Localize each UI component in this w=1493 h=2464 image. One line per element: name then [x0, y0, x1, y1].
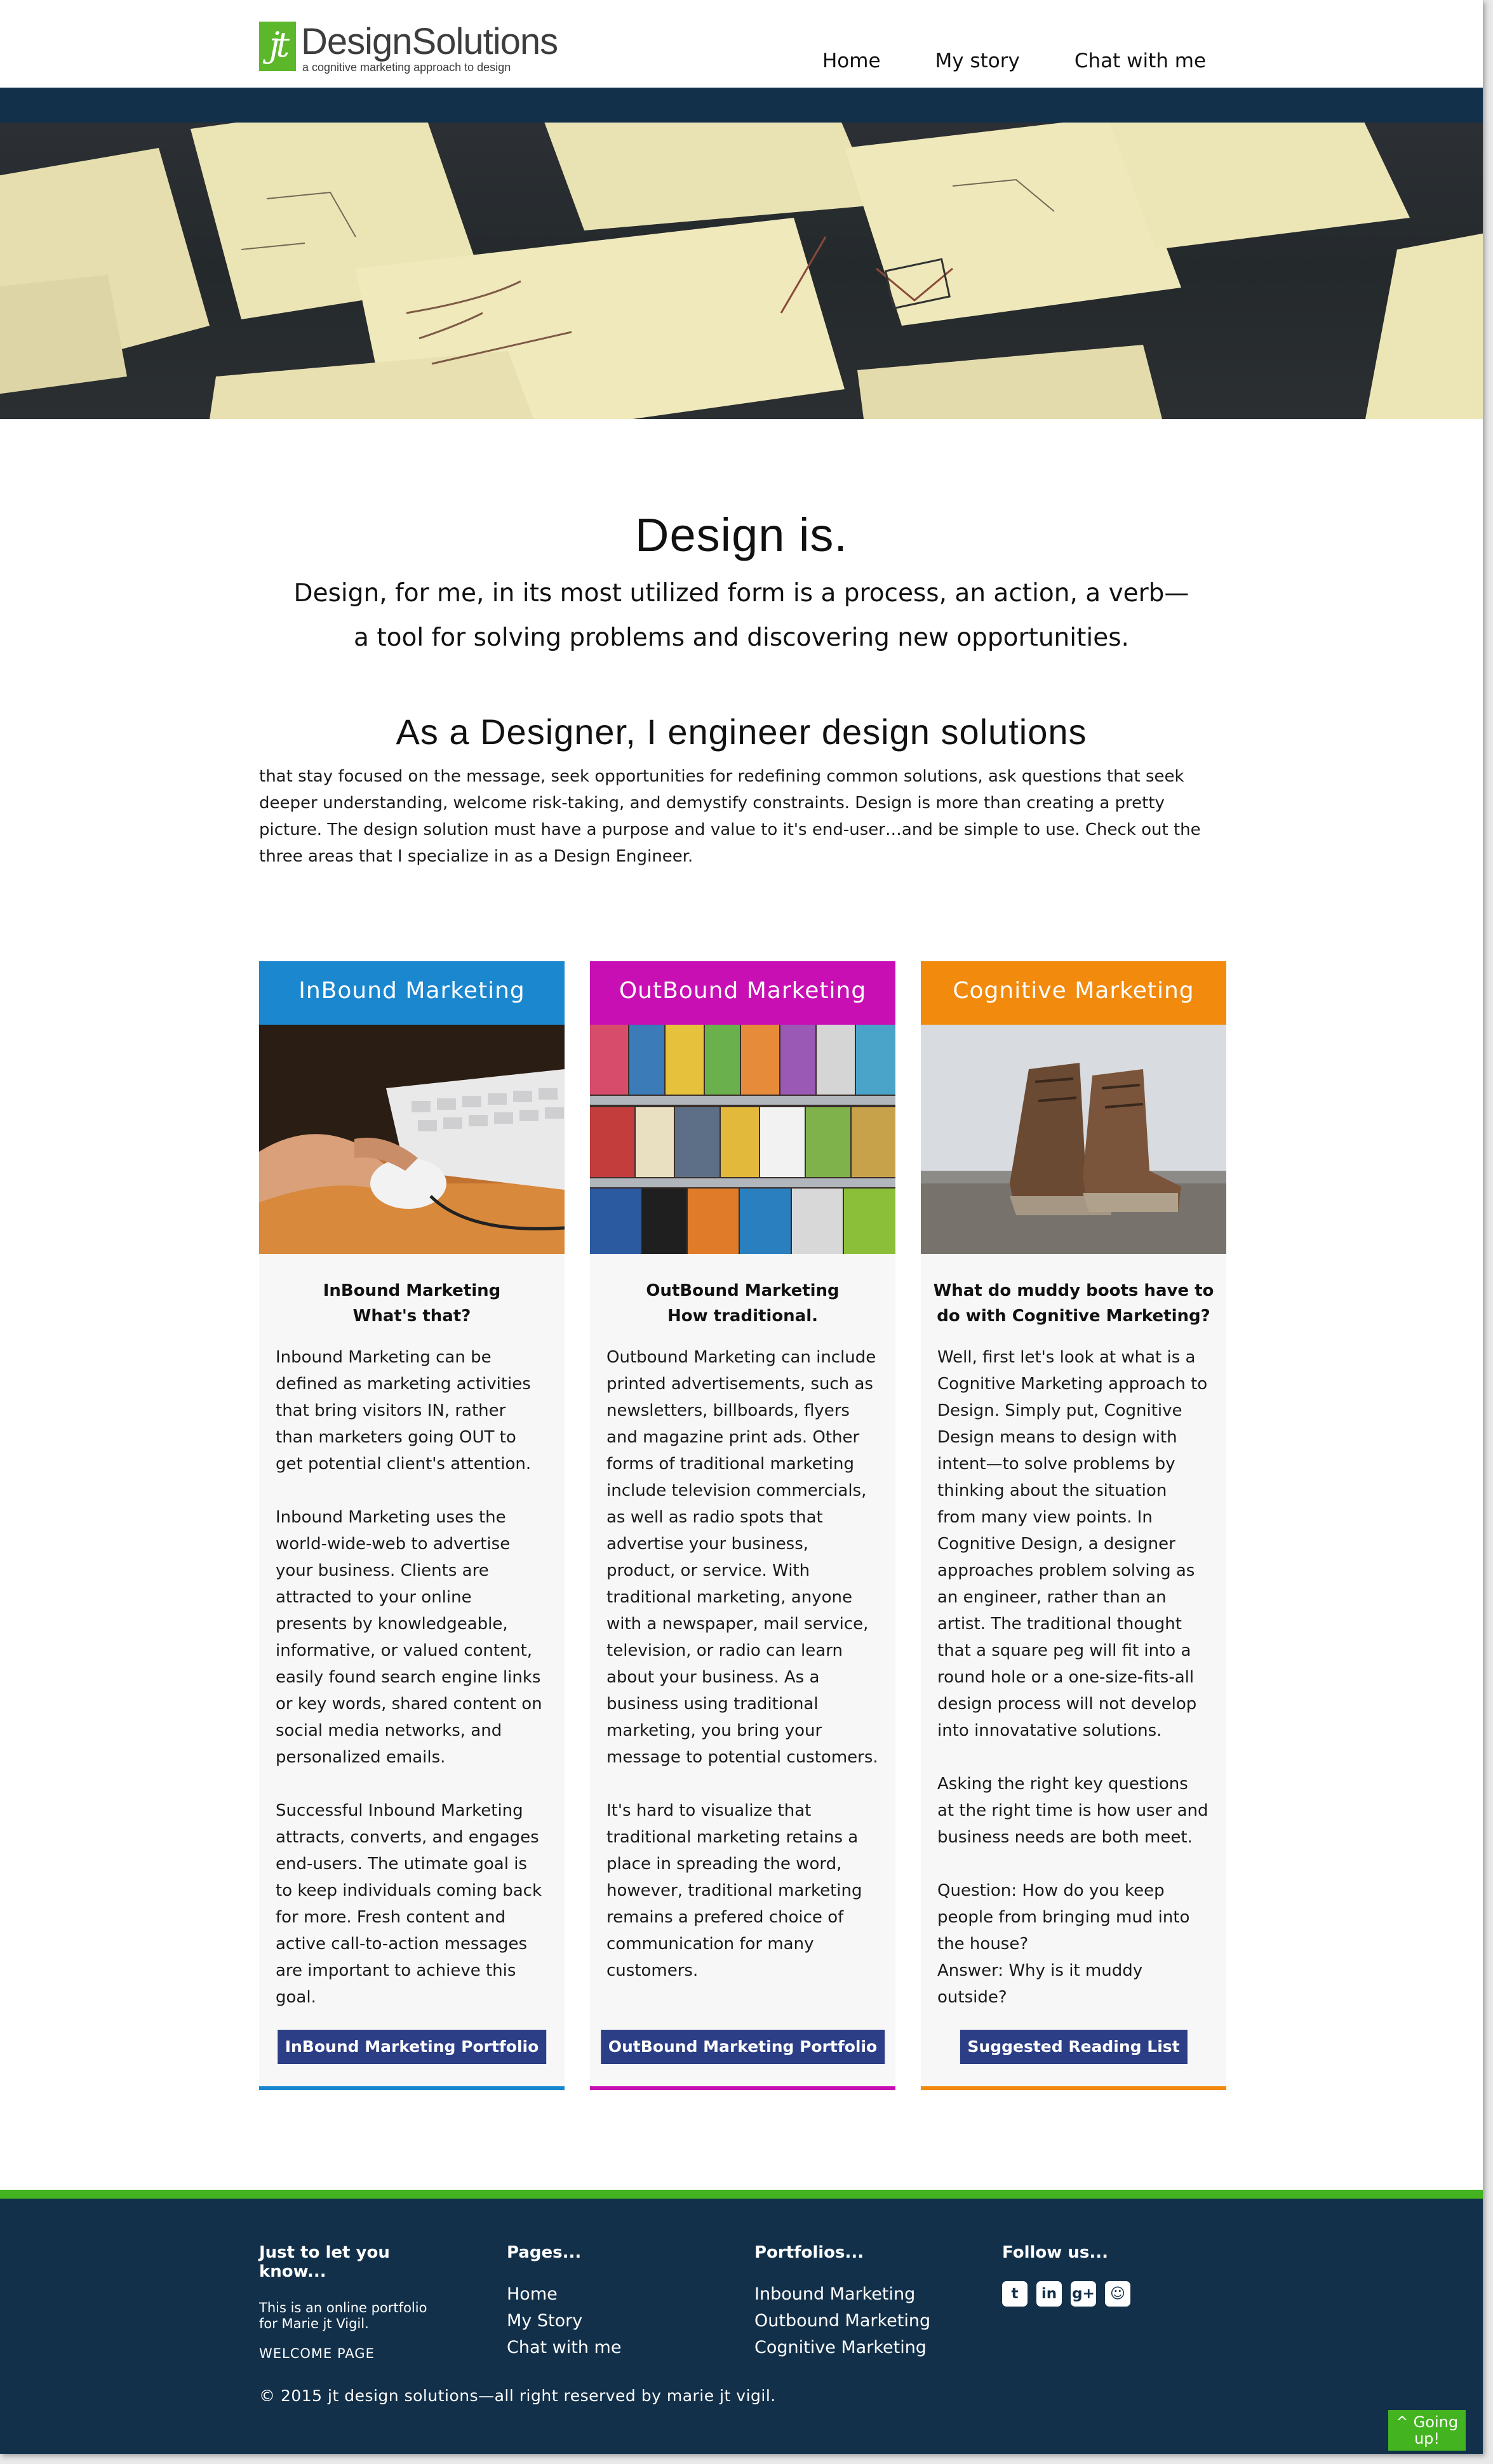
footer-link-cognitive[interactable]: Cognitive Marketing	[754, 2338, 927, 2357]
logo-name: DesignSolutions	[301, 21, 558, 62]
card-paragraph: Successful Inbound Marketing attracts, converts, and engages end-users. The utimate goal is to keep individuals coming back for more. Fresh content and active call-to-action messages are important to achieve this goal.	[276, 1801, 542, 2007]
card-subtitle-line-2: do with Cognitive Marketing?	[937, 1307, 1210, 1326]
hand-on-mouse-photo	[259, 1025, 565, 1254]
intro-line-2: a tool for solving problems and discovering new opportunities.	[354, 623, 1129, 652]
card-paragraph: Well, first let's look at what is a Cognitive Marketing approach to Design. Simply put, Cognitive Design means to design with intent—to solve problems by thinking about the situation from many view points. In Cognitive Design, a designer approaches problem solving as an engineer, rather than an artist. The traditional thought that a square peg will fit into a round hole or a one-size-fits-all design process will not develop into innovatative solutions.	[937, 1348, 1208, 1740]
footer-follow	[1002, 2243, 1130, 2307]
footer-link-inbound[interactable]: Inbound Marketing	[754, 2284, 916, 2304]
linkedin-icon[interactable]: in	[1036, 2281, 1062, 2307]
footer-pages	[507, 2243, 621, 2361]
card-paragraph: Inbound Marketing uses the world-wide-web to advertise your business. Clients are attracted to your online presents by knowledgeable, informative, or valued content, easily found search engine links or key words, shared content on social media networks, and personalized emails.	[276, 1508, 542, 1767]
card-outbound-marketing	[590, 961, 895, 2090]
google-plus-icon[interactable]: g+	[1071, 2281, 1096, 2307]
footer-welcome-label: WELCOME PAGE	[259, 2346, 375, 2361]
footer-link-chat[interactable]: Chat with me	[507, 2338, 622, 2357]
footer-heading: Pages...	[507, 2243, 582, 2262]
inbound-portfolio-button[interactable]: InBound Marketing Portfolio	[278, 2030, 547, 2064]
site-footer	[0, 2199, 1483, 2454]
card-body	[606, 1344, 879, 1984]
footer-heading: Just to let you know...	[259, 2243, 390, 2281]
card-subtitle	[590, 1278, 895, 1329]
footer-portfolios	[754, 2243, 930, 2361]
hero-sketches-photo	[0, 123, 1483, 419]
card-subtitle-line-1: OutBound Marketing	[646, 1281, 840, 1300]
card-paragraph: It's hard to visualize that traditional marketing retains a place in spreading the word, however, traditional marketing remains a prefered choice of communication for many customers.	[606, 1801, 862, 1980]
going-up-button[interactable]	[1388, 2410, 1466, 2451]
card-underline	[259, 2086, 565, 2090]
nav-chat-with-me[interactable]: Chat with me	[1074, 50, 1207, 72]
card-subtitle	[259, 1278, 565, 1329]
card-paragraph: Inbound Marketing can be defined as marketing activities that bring visitors IN, rather than marketers going OUT to get potential client's attention.	[276, 1348, 532, 1474]
card-inbound-marketing	[259, 961, 565, 2090]
logo-tagline: a cognitive marketing approach to design	[302, 61, 511, 74]
muddy-boots-photo	[921, 1025, 1226, 1254]
chevron-up-icon: ^	[1395, 2413, 1409, 2431]
reading-list-button[interactable]: Suggested Reading List	[960, 2030, 1187, 2064]
twitter-icon[interactable]: t	[1002, 2281, 1028, 2307]
card-body	[276, 1344, 548, 2011]
card-paragraph: Asking the right key questions at the right time is how user and business needs are both meet.	[937, 1775, 1208, 1847]
design-is-heading: Design is.	[635, 509, 848, 561]
card-body	[937, 1344, 1210, 2011]
card-underline	[921, 2086, 1226, 2090]
designer-heading: As a Designer, I engineer design solutions	[396, 712, 1087, 752]
card-cognitive-marketing	[921, 961, 1226, 2090]
footer-link-outbound[interactable]: Outbound Marketing	[754, 2311, 931, 2331]
card-subtitle	[921, 1278, 1226, 1329]
logo-mark: jt	[259, 22, 296, 71]
card-title: OutBound Marketing	[590, 961, 895, 1025]
copyright-text: © 2015 jt design solutions—all right reserved by marie jt vigil.	[259, 2387, 776, 2405]
header-bar	[0, 88, 1483, 123]
card-subtitle-line-1: InBound Marketing	[323, 1281, 501, 1300]
going-up-label: Going up!	[1413, 2413, 1459, 2447]
card-title: InBound Marketing	[259, 961, 565, 1025]
footer-heading: Follow us...	[1002, 2243, 1108, 2262]
footer-about-text: This is an online portfolio for Marie jt Vigil.	[259, 2300, 427, 2331]
social-icons	[1002, 2281, 1130, 2307]
magazine-rack-photo	[590, 1025, 895, 1254]
footer-link-home[interactable]: Home	[507, 2284, 558, 2304]
nav-home[interactable]: Home	[822, 50, 881, 72]
card-subtitle-line-1: What do muddy boots have to	[933, 1281, 1214, 1300]
designer-paragraph: that stay focused on the message, seek opportunities for redefining common solutions, ask questions that seek deeper understanding, welcome risk-taking, and demystify constraints. Design is more than creating a pretty picture. The design solution must have a purpose and value to it's end-user…and be simple to use. Check out the three areas that I specialize in as a Design Engineer.	[259, 767, 1201, 866]
github-icon[interactable]: ☺	[1105, 2281, 1130, 2307]
card-subtitle-line-2: How traditional.	[667, 1307, 819, 1326]
footer-about	[259, 2243, 462, 2361]
card-paragraph: Outbound Marketing can include printed advertisements, such as newsletters, billboards, flyers and magazine print ads. Other forms of traditional marketing include television commercials, as well as radio spots that advertise your business, product, or service. With traditional marketing, anyone with a newspaper, mail service, television, or radio can learn about your business. As a business using traditional marketing, you bring your message to potential customers.	[606, 1348, 878, 1767]
footer-heading: Portfolios...	[754, 2243, 864, 2262]
footer-link-my-story[interactable]: My Story	[507, 2311, 583, 2331]
site-header	[0, 0, 1483, 88]
card-underline	[590, 2086, 895, 2090]
intro-line-1: Design, for me, in its most utilized form is a process, an action, a verb—	[293, 579, 1189, 608]
outbound-portfolio-button[interactable]: OutBound Marketing Portfolio	[601, 2030, 885, 2064]
card-subtitle-line-2: What's that?	[352, 1307, 471, 1326]
site-logo[interactable]	[259, 22, 558, 79]
nav-my-story[interactable]: My story	[935, 50, 1020, 72]
card-paragraph: Question: How do you keep people from bringing mud into the house? Answer: Why is it muddy outside?	[937, 1881, 1190, 2007]
main-nav	[822, 50, 1261, 72]
card-title: Cognitive Marketing	[921, 961, 1226, 1025]
footer-accent-bar	[0, 2190, 1483, 2199]
